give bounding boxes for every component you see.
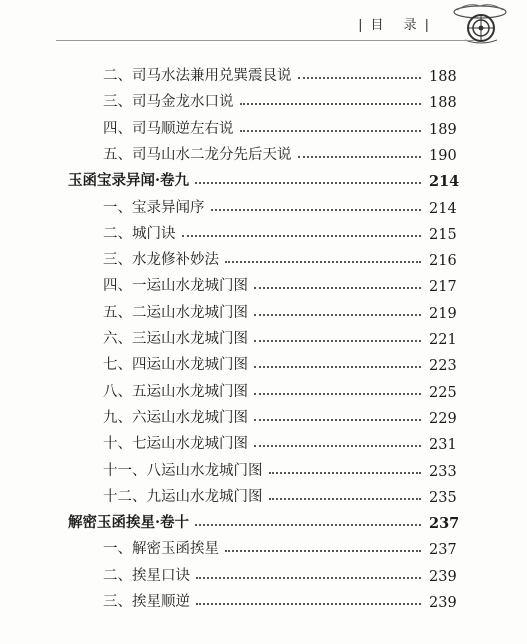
toc-entry xyxy=(103,60,455,85)
page-header xyxy=(0,0,527,40)
page-number: 233 xyxy=(429,463,457,480)
toc-entry xyxy=(103,297,455,322)
dot-leader xyxy=(254,340,421,342)
entry-title: 二、城门诀 xyxy=(103,225,176,242)
page-number: 223 xyxy=(429,358,457,375)
dot-leader xyxy=(225,550,421,552)
page-number: 225 xyxy=(429,384,457,401)
toc-entry xyxy=(103,533,455,558)
toc-entry xyxy=(103,481,455,506)
page-number: 190 xyxy=(429,147,457,164)
entry-title: 十、七运山水龙城门图 xyxy=(103,436,248,453)
page-number: 219 xyxy=(429,305,457,322)
dot-leader xyxy=(254,393,421,395)
toc-entry xyxy=(103,113,455,138)
toc-entry xyxy=(103,560,455,585)
entry-title: 三、司马金龙水口说 xyxy=(103,94,234,111)
entry-title: 九、六运山水龙城门图 xyxy=(103,409,248,426)
page-number: 237 xyxy=(429,542,457,559)
page-number: 216 xyxy=(429,253,457,270)
page-number: 188 xyxy=(429,95,457,112)
entry-title: 七、四运山水龙城门图 xyxy=(103,357,248,374)
toc-entry xyxy=(103,402,455,427)
page-number: 189 xyxy=(429,121,457,138)
dot-leader xyxy=(254,366,421,368)
toc-entry xyxy=(103,349,455,374)
entry-title: 三、水龙修补妙法 xyxy=(103,252,219,269)
page-number: 239 xyxy=(429,568,457,585)
entry-title: 五、司马山水二龙分先后天说 xyxy=(103,146,292,163)
toc-entry xyxy=(103,192,455,217)
entry-title: 八、五运山水龙城门图 xyxy=(103,383,248,400)
page-number: 221 xyxy=(429,332,457,348)
page-number: 237 xyxy=(429,515,460,533)
entry-title: 四、一运山水龙城门图 xyxy=(103,278,248,295)
dot-leader xyxy=(254,445,421,447)
dot-leader xyxy=(298,156,422,158)
toc-section-heading xyxy=(68,165,460,191)
entry-title: 一、宝录异闻序 xyxy=(103,199,205,216)
toc-entry xyxy=(103,86,455,111)
toc-entry xyxy=(103,428,455,453)
compass-ornament-icon xyxy=(451,0,509,44)
entry-title: 四、司马顺逆左右说 xyxy=(103,120,234,137)
dot-leader xyxy=(254,314,421,316)
toc-entry xyxy=(103,455,455,480)
entry-title: 六、三运山水龙城门图 xyxy=(103,331,248,347)
page-number: 231 xyxy=(429,437,457,454)
dot-leader xyxy=(298,77,422,79)
dot-leader xyxy=(240,103,422,105)
page-number: 214 xyxy=(429,173,460,191)
page-number: 217 xyxy=(429,279,457,296)
toc-section-heading xyxy=(68,507,460,533)
entry-title: 十二、九运山水龙城门图 xyxy=(103,488,263,505)
dot-leader xyxy=(211,209,422,211)
entry-title: 二、挨星口诀 xyxy=(103,567,190,584)
page-number: 215 xyxy=(429,226,457,243)
dot-leader xyxy=(195,524,421,526)
page-number: 214 xyxy=(429,200,457,217)
dot-leader xyxy=(182,235,422,237)
dot-leader xyxy=(195,182,421,184)
toc-entry xyxy=(103,218,455,243)
toc-entry xyxy=(103,323,455,348)
dot-leader xyxy=(269,472,422,474)
entry-title: 十一、八运山水龙城门图 xyxy=(103,462,263,479)
dot-leader xyxy=(254,287,421,289)
dot-leader xyxy=(240,130,422,132)
page-number: 188 xyxy=(429,69,457,85)
dot-leader xyxy=(196,577,421,579)
entry-title: 五、二运山水龙城门图 xyxy=(103,304,248,321)
entry-title: 玉函宝录异闻·卷九 xyxy=(68,172,190,190)
page-number: 229 xyxy=(429,410,457,427)
dot-leader xyxy=(254,419,421,421)
dot-leader xyxy=(269,498,422,500)
toc-entry xyxy=(103,376,455,401)
dot-leader xyxy=(225,261,421,263)
entry-title: 一、解密玉函挨星 xyxy=(103,541,219,558)
entry-title: 解密玉函挨星·卷十 xyxy=(68,514,190,532)
header-label: |目 录| xyxy=(358,18,437,33)
header-rule xyxy=(56,40,475,41)
toc-entry xyxy=(103,270,455,295)
page-number: 235 xyxy=(429,489,457,506)
toc-entry xyxy=(103,586,455,611)
page-number: 239 xyxy=(429,595,457,611)
dot-leader xyxy=(196,603,421,605)
entry-title: 二、司马水法兼用兑巽震艮说 xyxy=(103,68,292,84)
toc-entry xyxy=(103,244,455,269)
entry-title: 三、挨星顺逆 xyxy=(103,594,190,610)
toc-entry xyxy=(103,139,455,164)
